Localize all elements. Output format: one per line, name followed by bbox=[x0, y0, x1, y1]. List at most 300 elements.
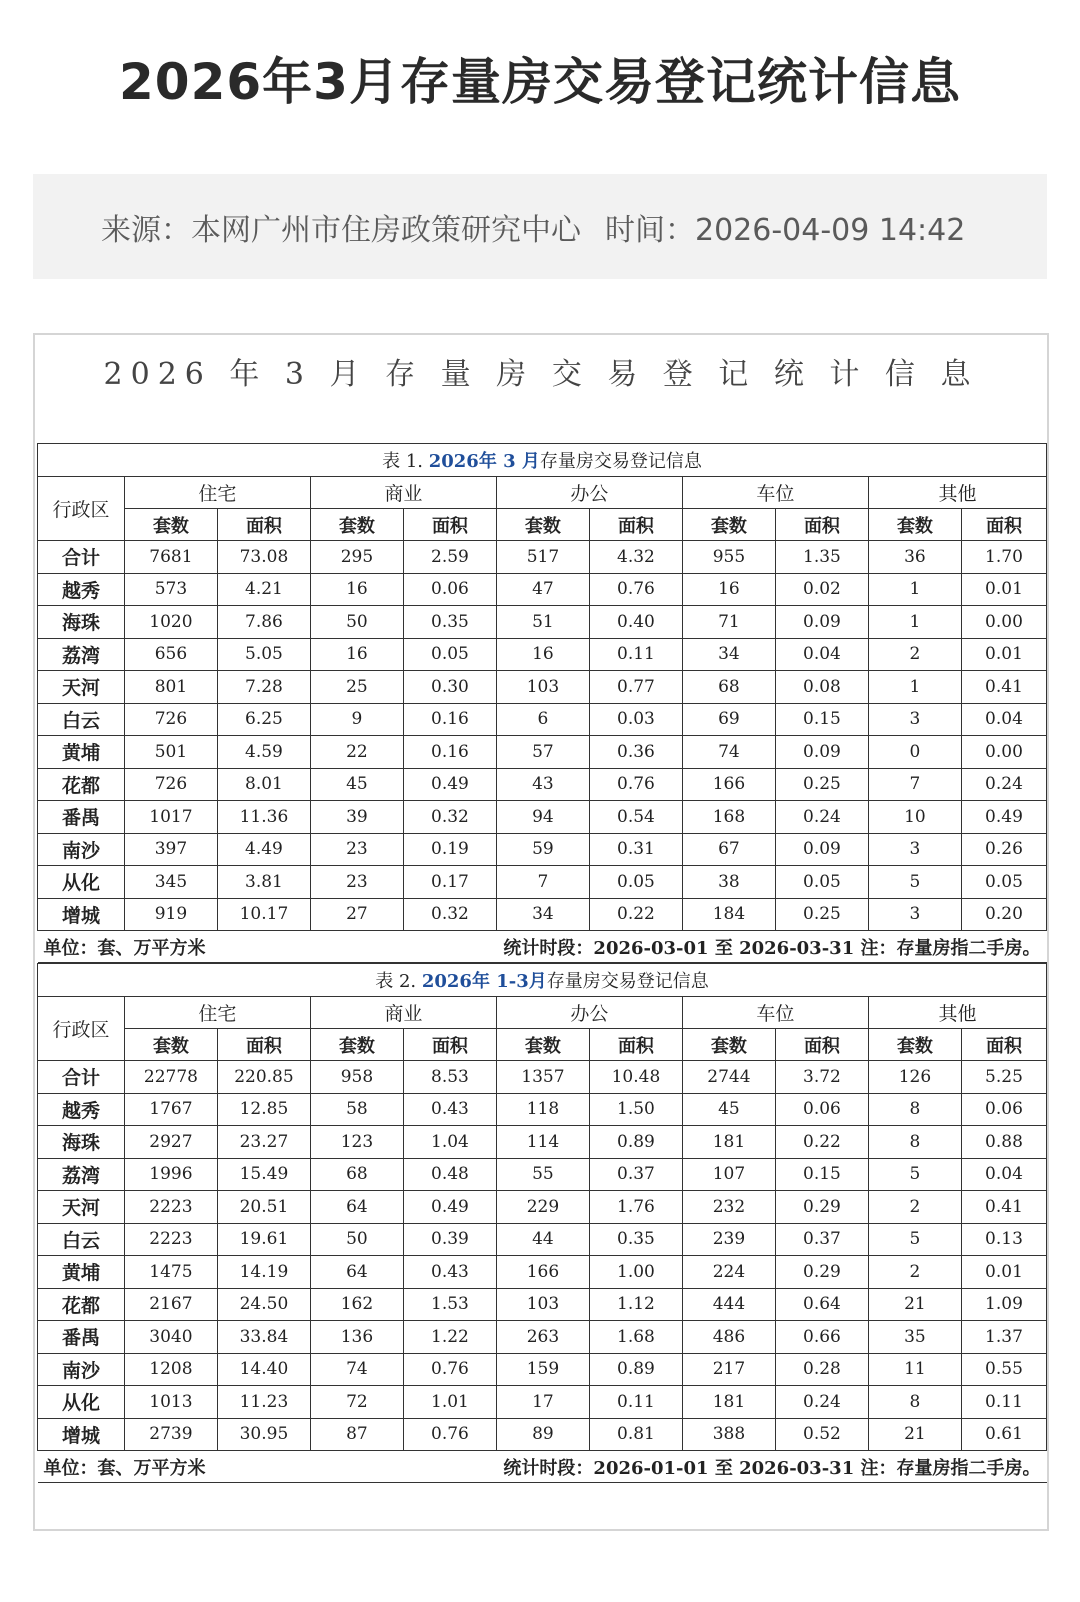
count-cell: 2 bbox=[868, 1191, 961, 1224]
count-cell: 45 bbox=[682, 1093, 775, 1126]
area-cell: 0.28 bbox=[775, 1353, 868, 1386]
table-row bbox=[38, 1093, 1047, 1126]
count-cell: 1013 bbox=[124, 1386, 217, 1419]
article-meta bbox=[101, 205, 965, 249]
count-cell: 59 bbox=[496, 833, 589, 866]
count-cell: 239 bbox=[682, 1223, 775, 1256]
region-cell: 越秀 bbox=[38, 1093, 125, 1126]
caption-suffix: 存量房交易登记信息 bbox=[539, 451, 702, 472]
table-row bbox=[38, 1191, 1047, 1224]
table-row bbox=[38, 1158, 1047, 1191]
area-cell: 0.89 bbox=[589, 1126, 682, 1159]
area-cell: 0.76 bbox=[589, 768, 682, 801]
table-footer bbox=[38, 931, 1047, 963]
count-cell: 1475 bbox=[124, 1256, 217, 1289]
group-header: 车位 bbox=[682, 997, 868, 1029]
count-cell: 955 bbox=[682, 541, 775, 574]
area-cell: 1.09 bbox=[961, 1288, 1046, 1321]
period-note: 统计时段：2026-03-01 至 2026-03-31 注：存量房指二手房。 bbox=[503, 937, 1041, 959]
area-cell: 6.25 bbox=[217, 703, 310, 736]
area-cell: 0.00 bbox=[961, 606, 1046, 639]
time-label: 时间： bbox=[605, 212, 695, 248]
count-cell: 22778 bbox=[124, 1061, 217, 1094]
area-cell: 12.85 bbox=[217, 1093, 310, 1126]
count-cell: 517 bbox=[496, 541, 589, 574]
area-cell: 33.84 bbox=[217, 1321, 310, 1354]
count-cell: 16 bbox=[682, 573, 775, 606]
count-cell: 55 bbox=[496, 1158, 589, 1191]
area-cell: 0.08 bbox=[775, 671, 868, 704]
count-cell: 45 bbox=[310, 768, 403, 801]
area-cell: 0.39 bbox=[403, 1223, 496, 1256]
count-header: 套数 bbox=[310, 1029, 403, 1061]
region-cell: 海珠 bbox=[38, 1126, 125, 1159]
area-cell: 0.76 bbox=[403, 1353, 496, 1386]
count-cell: 25 bbox=[310, 671, 403, 704]
area-cell: 4.21 bbox=[217, 573, 310, 606]
area-cell: 0.81 bbox=[589, 1418, 682, 1451]
area-cell: 0.24 bbox=[961, 768, 1046, 801]
table-row bbox=[38, 573, 1047, 606]
count-cell: 2223 bbox=[124, 1191, 217, 1224]
area-cell: 1.76 bbox=[589, 1191, 682, 1224]
count-cell: 118 bbox=[496, 1093, 589, 1126]
area-cell: 20.51 bbox=[217, 1191, 310, 1224]
area-cell: 0.09 bbox=[775, 606, 868, 639]
count-cell: 232 bbox=[682, 1191, 775, 1224]
count-cell: 345 bbox=[124, 866, 217, 899]
count-cell: 295 bbox=[310, 541, 403, 574]
area-header: 面积 bbox=[217, 509, 310, 541]
region-cell: 花都 bbox=[38, 768, 125, 801]
region-cell: 增城 bbox=[38, 898, 125, 931]
caption-period: 2026年 3 月 bbox=[428, 451, 540, 472]
area-cell: 0.26 bbox=[961, 833, 1046, 866]
table-row bbox=[38, 866, 1047, 899]
area-header: 面积 bbox=[775, 509, 868, 541]
group-header: 办公 bbox=[496, 477, 682, 509]
area-cell: 0.77 bbox=[589, 671, 682, 704]
area-header: 面积 bbox=[589, 1029, 682, 1061]
table-row bbox=[38, 638, 1047, 671]
area-cell: 1.50 bbox=[589, 1093, 682, 1126]
area-header: 面积 bbox=[217, 1029, 310, 1061]
document-image bbox=[33, 333, 1049, 1531]
area-cell: 0.43 bbox=[403, 1093, 496, 1126]
count-cell: 1767 bbox=[124, 1093, 217, 1126]
area-cell: 0.24 bbox=[775, 801, 868, 834]
count-header: 套数 bbox=[682, 509, 775, 541]
count-header: 套数 bbox=[496, 509, 589, 541]
area-cell: 0.15 bbox=[775, 703, 868, 736]
count-cell: 2 bbox=[868, 1256, 961, 1289]
area-cell: 1.70 bbox=[961, 541, 1046, 574]
area-cell: 0.29 bbox=[775, 1256, 868, 1289]
area-cell: 15.49 bbox=[217, 1158, 310, 1191]
unit-note: 单位：套、万平方米 bbox=[43, 937, 206, 959]
group-header: 办公 bbox=[496, 997, 682, 1029]
count-cell: 114 bbox=[496, 1126, 589, 1159]
table-row bbox=[38, 1386, 1047, 1419]
region-cell: 黄埔 bbox=[38, 736, 125, 769]
table-caption bbox=[38, 964, 1047, 997]
area-cell: 5.25 bbox=[961, 1061, 1046, 1094]
count-cell: 126 bbox=[868, 1061, 961, 1094]
page-title: 2026年3月存量房交易登记统计信息 bbox=[119, 53, 961, 111]
area-cell: 0.03 bbox=[589, 703, 682, 736]
table-caption bbox=[38, 444, 1047, 477]
count-cell: 486 bbox=[682, 1321, 775, 1354]
area-cell: 0.09 bbox=[775, 833, 868, 866]
count-cell: 1017 bbox=[124, 801, 217, 834]
area-cell: 0.05 bbox=[589, 866, 682, 899]
count-cell: 16 bbox=[310, 638, 403, 671]
area-cell: 14.19 bbox=[217, 1256, 310, 1289]
period-note: 统计时段：2026-01-01 至 2026-03-31 注：存量房指二手房。 bbox=[503, 1457, 1041, 1479]
article-meta-bar bbox=[33, 174, 1047, 279]
count-cell: 34 bbox=[496, 898, 589, 931]
region-cell: 增城 bbox=[38, 1418, 125, 1451]
area-cell: 4.32 bbox=[589, 541, 682, 574]
count-cell: 5 bbox=[868, 1223, 961, 1256]
count-cell: 501 bbox=[124, 736, 217, 769]
area-cell: 0.06 bbox=[403, 573, 496, 606]
count-cell: 726 bbox=[124, 768, 217, 801]
count-cell: 224 bbox=[682, 1256, 775, 1289]
count-cell: 217 bbox=[682, 1353, 775, 1386]
region-cell: 越秀 bbox=[38, 573, 125, 606]
count-cell: 166 bbox=[682, 768, 775, 801]
area-cell: 0.52 bbox=[775, 1418, 868, 1451]
group-header: 其他 bbox=[868, 477, 1046, 509]
area-cell: 0.29 bbox=[775, 1191, 868, 1224]
table-row bbox=[38, 671, 1047, 704]
count-cell: 21 bbox=[868, 1418, 961, 1451]
count-cell: 16 bbox=[496, 638, 589, 671]
table-row bbox=[38, 736, 1047, 769]
area-cell: 0.49 bbox=[403, 1191, 496, 1224]
area-cell: 0.16 bbox=[403, 703, 496, 736]
region-cell: 花都 bbox=[38, 1288, 125, 1321]
area-cell: 1.00 bbox=[589, 1256, 682, 1289]
area-cell: 220.85 bbox=[217, 1061, 310, 1094]
region-cell: 荔湾 bbox=[38, 1158, 125, 1191]
region-cell: 番禺 bbox=[38, 1321, 125, 1354]
table-row bbox=[38, 703, 1047, 736]
area-cell: 1.37 bbox=[961, 1321, 1046, 1354]
caption-suffix: 存量房交易登记信息 bbox=[546, 971, 709, 992]
count-cell: 38 bbox=[682, 866, 775, 899]
unit-note: 单位：套、万平方米 bbox=[43, 1457, 206, 1479]
count-cell: 919 bbox=[124, 898, 217, 931]
count-cell: 184 bbox=[682, 898, 775, 931]
table-row bbox=[38, 1321, 1047, 1354]
count-cell: 397 bbox=[124, 833, 217, 866]
count-cell: 1020 bbox=[124, 606, 217, 639]
region-cell: 南沙 bbox=[38, 833, 125, 866]
area-cell: 1.22 bbox=[403, 1321, 496, 1354]
area-cell: 0.32 bbox=[403, 801, 496, 834]
area-cell: 0.89 bbox=[589, 1353, 682, 1386]
area-cell: 0.11 bbox=[589, 1386, 682, 1419]
area-header: 面积 bbox=[589, 509, 682, 541]
count-cell: 3 bbox=[868, 898, 961, 931]
area-cell: 1.04 bbox=[403, 1126, 496, 1159]
area-cell: 0.25 bbox=[775, 898, 868, 931]
area-cell: 0.01 bbox=[961, 638, 1046, 671]
count-cell: 166 bbox=[496, 1256, 589, 1289]
count-cell: 74 bbox=[682, 736, 775, 769]
area-cell: 0.55 bbox=[961, 1353, 1046, 1386]
stats-table bbox=[37, 443, 1047, 963]
area-cell: 0.49 bbox=[403, 768, 496, 801]
area-cell: 0.19 bbox=[403, 833, 496, 866]
table-row bbox=[38, 801, 1047, 834]
count-cell: 23 bbox=[310, 866, 403, 899]
region-cell: 荔湾 bbox=[38, 638, 125, 671]
region-cell: 白云 bbox=[38, 703, 125, 736]
count-header: 套数 bbox=[682, 1029, 775, 1061]
count-cell: 72 bbox=[310, 1386, 403, 1419]
count-cell: 162 bbox=[310, 1288, 403, 1321]
count-cell: 1996 bbox=[124, 1158, 217, 1191]
area-cell: 0.00 bbox=[961, 736, 1046, 769]
count-cell: 2927 bbox=[124, 1126, 217, 1159]
area-cell: 0.66 bbox=[775, 1321, 868, 1354]
area-cell: 0.06 bbox=[961, 1093, 1046, 1126]
area-cell: 0.37 bbox=[589, 1158, 682, 1191]
area-cell: 11.23 bbox=[217, 1386, 310, 1419]
area-cell: 0.43 bbox=[403, 1256, 496, 1289]
count-cell: 103 bbox=[496, 1288, 589, 1321]
caption-prefix: 表 1. bbox=[382, 451, 429, 472]
count-cell: 181 bbox=[682, 1386, 775, 1419]
count-cell: 21 bbox=[868, 1288, 961, 1321]
count-cell: 7681 bbox=[124, 541, 217, 574]
caption-prefix: 表 2. bbox=[375, 971, 422, 992]
area-cell: 0.06 bbox=[775, 1093, 868, 1126]
time-value: 2026-04-09 14:42 bbox=[695, 212, 966, 248]
count-cell: 22 bbox=[310, 736, 403, 769]
count-cell: 64 bbox=[310, 1256, 403, 1289]
count-cell: 17 bbox=[496, 1386, 589, 1419]
region-cell: 天河 bbox=[38, 1191, 125, 1224]
area-cell: 0.11 bbox=[961, 1386, 1046, 1419]
area-cell: 0.25 bbox=[775, 768, 868, 801]
area-cell: 7.86 bbox=[217, 606, 310, 639]
count-cell: 8 bbox=[868, 1126, 961, 1159]
count-cell: 5 bbox=[868, 1158, 961, 1191]
table-row bbox=[38, 1288, 1047, 1321]
count-cell: 23 bbox=[310, 833, 403, 866]
count-cell: 0 bbox=[868, 736, 961, 769]
count-cell: 8 bbox=[868, 1093, 961, 1126]
count-cell: 107 bbox=[682, 1158, 775, 1191]
region-cell: 海珠 bbox=[38, 606, 125, 639]
count-cell: 71 bbox=[682, 606, 775, 639]
count-cell: 43 bbox=[496, 768, 589, 801]
area-cell: 0.11 bbox=[589, 638, 682, 671]
area-cell: 0.22 bbox=[775, 1126, 868, 1159]
count-cell: 89 bbox=[496, 1418, 589, 1451]
count-cell: 50 bbox=[310, 606, 403, 639]
count-cell: 35 bbox=[868, 1321, 961, 1354]
count-cell: 2167 bbox=[124, 1288, 217, 1321]
count-cell: 229 bbox=[496, 1191, 589, 1224]
count-cell: 7 bbox=[496, 866, 589, 899]
group-header: 商业 bbox=[310, 477, 496, 509]
count-cell: 47 bbox=[496, 573, 589, 606]
area-cell: 0.49 bbox=[961, 801, 1046, 834]
count-cell: 44 bbox=[496, 1223, 589, 1256]
group-header: 车位 bbox=[682, 477, 868, 509]
table-1 bbox=[37, 443, 1047, 963]
count-cell: 168 bbox=[682, 801, 775, 834]
group-header: 住宅 bbox=[124, 477, 310, 509]
area-cell: 0.04 bbox=[775, 638, 868, 671]
count-cell: 801 bbox=[124, 671, 217, 704]
table-row bbox=[38, 1353, 1047, 1386]
count-cell: 2 bbox=[868, 638, 961, 671]
count-cell: 8 bbox=[868, 1386, 961, 1419]
area-cell: 0.15 bbox=[775, 1158, 868, 1191]
count-header: 套数 bbox=[124, 1029, 217, 1061]
count-cell: 263 bbox=[496, 1321, 589, 1354]
area-cell: 14.40 bbox=[217, 1353, 310, 1386]
region-cell: 白云 bbox=[38, 1223, 125, 1256]
area-cell: 2.59 bbox=[403, 541, 496, 574]
count-cell: 1 bbox=[868, 573, 961, 606]
area-cell: 0.01 bbox=[961, 1256, 1046, 1289]
area-cell: 0.35 bbox=[403, 606, 496, 639]
table-row bbox=[38, 833, 1047, 866]
area-cell: 10.17 bbox=[217, 898, 310, 931]
table-row bbox=[38, 898, 1047, 931]
count-cell: 11 bbox=[868, 1353, 961, 1386]
region-cell: 南沙 bbox=[38, 1353, 125, 1386]
count-cell: 67 bbox=[682, 833, 775, 866]
area-cell: 0.35 bbox=[589, 1223, 682, 1256]
table-row bbox=[38, 1126, 1047, 1159]
count-cell: 7 bbox=[868, 768, 961, 801]
area-cell: 0.05 bbox=[403, 638, 496, 671]
table-row bbox=[38, 1256, 1047, 1289]
region-cell: 黄埔 bbox=[38, 1256, 125, 1289]
group-header: 其他 bbox=[868, 997, 1046, 1029]
count-cell: 74 bbox=[310, 1353, 403, 1386]
area-cell: 0.31 bbox=[589, 833, 682, 866]
source-label: 来源： bbox=[101, 212, 191, 248]
area-cell: 30.95 bbox=[217, 1418, 310, 1451]
count-cell: 51 bbox=[496, 606, 589, 639]
stats-table bbox=[37, 963, 1047, 1483]
area-cell: 0.41 bbox=[961, 1191, 1046, 1224]
group-header: 商业 bbox=[310, 997, 496, 1029]
area-cell: 73.08 bbox=[217, 541, 310, 574]
area-cell: 0.64 bbox=[775, 1288, 868, 1321]
count-cell: 69 bbox=[682, 703, 775, 736]
count-cell: 1 bbox=[868, 606, 961, 639]
area-cell: 1.53 bbox=[403, 1288, 496, 1321]
area-cell: 0.04 bbox=[961, 703, 1046, 736]
area-cell: 5.05 bbox=[217, 638, 310, 671]
area-cell: 0.30 bbox=[403, 671, 496, 704]
count-cell: 573 bbox=[124, 573, 217, 606]
area-cell: 0.17 bbox=[403, 866, 496, 899]
area-cell: 0.36 bbox=[589, 736, 682, 769]
count-cell: 103 bbox=[496, 671, 589, 704]
area-cell: 19.61 bbox=[217, 1223, 310, 1256]
count-cell: 388 bbox=[682, 1418, 775, 1451]
count-header: 套数 bbox=[124, 509, 217, 541]
count-cell: 5 bbox=[868, 866, 961, 899]
area-header: 面积 bbox=[403, 509, 496, 541]
count-cell: 159 bbox=[496, 1353, 589, 1386]
area-cell: 0.05 bbox=[961, 866, 1046, 899]
count-header: 套数 bbox=[868, 509, 961, 541]
count-cell: 50 bbox=[310, 1223, 403, 1256]
count-cell: 57 bbox=[496, 736, 589, 769]
table-2 bbox=[37, 963, 1047, 1483]
region-header: 行政区 bbox=[38, 477, 125, 541]
table-row bbox=[38, 1418, 1047, 1451]
area-cell: 0.24 bbox=[775, 1386, 868, 1419]
count-cell: 1 bbox=[868, 671, 961, 704]
region-cell: 合计 bbox=[38, 541, 125, 574]
count-cell: 3 bbox=[868, 703, 961, 736]
count-cell: 181 bbox=[682, 1126, 775, 1159]
area-cell: 0.76 bbox=[403, 1418, 496, 1451]
count-cell: 123 bbox=[310, 1126, 403, 1159]
area-cell: 0.41 bbox=[961, 671, 1046, 704]
area-cell: 0.54 bbox=[589, 801, 682, 834]
area-header: 面积 bbox=[775, 1029, 868, 1061]
count-cell: 27 bbox=[310, 898, 403, 931]
document-title: 2026 年 3 月 存 量 房 交 易 登 记 统 计 信 息 bbox=[103, 357, 979, 392]
count-cell: 68 bbox=[682, 671, 775, 704]
count-cell: 2223 bbox=[124, 1223, 217, 1256]
count-header: 套数 bbox=[496, 1029, 589, 1061]
count-cell: 136 bbox=[310, 1321, 403, 1354]
area-cell: 0.05 bbox=[775, 866, 868, 899]
count-cell: 87 bbox=[310, 1418, 403, 1451]
area-cell: 10.48 bbox=[589, 1061, 682, 1094]
area-cell: 0.01 bbox=[961, 573, 1046, 606]
table-row bbox=[38, 1061, 1047, 1094]
count-cell: 58 bbox=[310, 1093, 403, 1126]
count-cell: 68 bbox=[310, 1158, 403, 1191]
region-cell: 合计 bbox=[38, 1061, 125, 1094]
count-header: 套数 bbox=[868, 1029, 961, 1061]
area-cell: 0.40 bbox=[589, 606, 682, 639]
area-cell: 23.27 bbox=[217, 1126, 310, 1159]
area-cell: 0.13 bbox=[961, 1223, 1046, 1256]
count-cell: 1208 bbox=[124, 1353, 217, 1386]
count-cell: 39 bbox=[310, 801, 403, 834]
area-cell: 0.04 bbox=[961, 1158, 1046, 1191]
count-cell: 10 bbox=[868, 801, 961, 834]
area-cell: 0.09 bbox=[775, 736, 868, 769]
area-cell: 3.81 bbox=[217, 866, 310, 899]
area-cell: 0.16 bbox=[403, 736, 496, 769]
area-header: 面积 bbox=[961, 1029, 1046, 1061]
count-cell: 16 bbox=[310, 573, 403, 606]
count-cell: 9 bbox=[310, 703, 403, 736]
area-cell: 7.28 bbox=[217, 671, 310, 704]
count-cell: 2739 bbox=[124, 1418, 217, 1451]
count-cell: 958 bbox=[310, 1061, 403, 1094]
table-row bbox=[38, 606, 1047, 639]
